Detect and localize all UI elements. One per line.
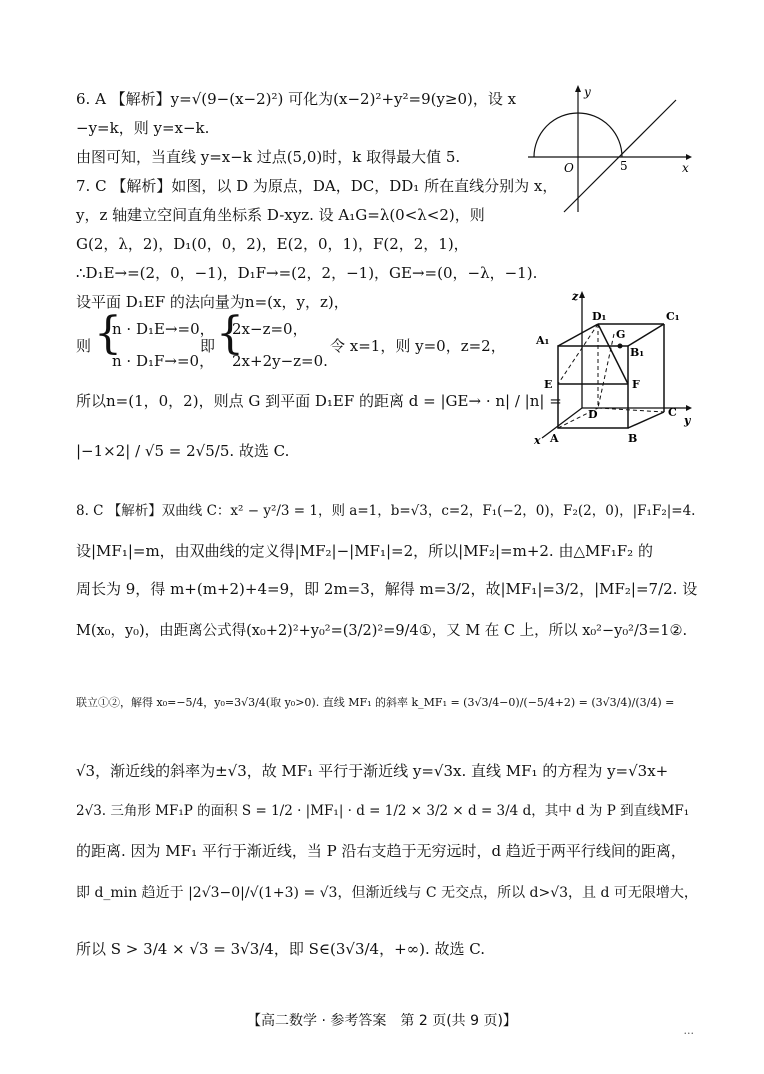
q7-line-6-mid: 即 <box>200 337 216 355</box>
q7-line-6-pre: 则 <box>76 337 92 355</box>
q8-line-4: M(x₀，y₀)，由距离公式得(x₀+2)²+y₀²=(3/2)²=9/4①，又 M 在 C 上，所以 x₀²−y₀²/3=1②. <box>76 623 688 639</box>
fig2-label-b: B <box>628 432 638 445</box>
q6-line-1: 6. A 【解析】y=√(9−(x−2)²) 可化为(x−2)²+y²=9(y≥0)，设 x <box>76 90 517 108</box>
fig2-label-e: E <box>544 378 553 391</box>
q6-line-3: 由图可知，当直线 y=x−k 过点(5,0)时，k 取得最大值 5. <box>76 148 461 166</box>
q8-line-6: √3，渐近线的斜率为±√3，故 MF₁ 平行于渐近线 y=√3x. 直线 MF₁ 的方程为 y=√3x+ <box>76 762 669 780</box>
q7-line-1: 7. C 【解析】如图，以 D 为原点，DA，DC，DD₁ 所在直线分别为 x， <box>76 177 558 195</box>
q7-system-b1: 2x−z=0， <box>232 320 308 338</box>
corner-mark: ... <box>683 1024 694 1037</box>
fig1-label-o: O <box>564 161 574 175</box>
q7-line-5: 设平面 D₁EF 的法向量为n=(x，y，z)， <box>76 293 349 311</box>
q7-line-7: 所以n=(1，0，2)，则点 G 到平面 D₁EF 的距离 d = |GE→ · n| / |n| = <box>76 392 562 410</box>
left-brace-2: { <box>216 308 244 359</box>
fig2-label-b1: B₁ <box>630 346 645 359</box>
fig1-label-y: y <box>584 85 591 99</box>
fig2-label-d1: D₁ <box>592 310 607 323</box>
q7-system-b2: 2x+2y−z=0. <box>232 352 328 370</box>
q7-system-a1: n · D₁E→=0， <box>112 320 215 338</box>
q8-line-1: 8. C 【解析】双曲线 C：x² − y²/3 = 1，则 a=1，b=√3，c=2，F₁(−2，0)，F₂(2，0)，|F₁F₂|=4. <box>76 503 696 519</box>
fig2-label-c: C <box>668 406 677 419</box>
q6-line-2: −y=k，则 y=x−k. <box>76 119 210 137</box>
fig1-label-5: 5 <box>620 159 628 173</box>
q8-line-2: 设|MF₁|=m，由双曲线的定义得|MF₂|−|MF₁|=2，所以|MF₂|=m+2. 由△MF₁F₂ 的 <box>76 542 653 560</box>
cube-figure <box>528 288 698 448</box>
q8-line-7: 2√3. 三角形 MF₁P 的面积 S = 1/2 · |MF₁| · d = 1/2 × 3/2 × d = 3/4 d，其中 d 为 P 到直线MF₁ <box>76 803 690 819</box>
fig2-label-a1: A₁ <box>536 334 550 347</box>
q7-system-a2: n · D₁F→=0， <box>112 352 215 370</box>
fig2-label-c1: C₁ <box>666 310 680 323</box>
fig1-label-x: x <box>682 161 689 175</box>
q7-line-3: G(2，λ，2)，D₁(0，0，2)，E(2，0，1)，F(2，2，1)， <box>76 235 469 253</box>
q8-line-5: 联立①②，解得 x₀=−5/4，y₀=3√3/4(取 y₀>0). 直线 MF₁ 的斜率 k_MF₁ = (3√3/4−0)/(−5/4+2) = (3√3/4)/(3/4) = <box>76 696 675 709</box>
q7-line-8: |−1×2| / √5 = 2√5/5. 故选 C. <box>76 442 290 460</box>
fig2-label-x: x <box>534 434 541 447</box>
left-brace-1: { <box>94 308 122 359</box>
fig2-label-f: F <box>632 378 640 391</box>
fig2-label-g: G <box>616 328 626 341</box>
q8-line-3: 周长为 9，得 m+(m+2)+4=9，即 2m=3，解得 m=3/2，故|MF₁|=3/2，|MF₂|=7/2. 设 <box>76 580 698 598</box>
x-axis-3d <box>542 408 582 438</box>
fig2-label-y: y <box>684 414 691 427</box>
q7-line-6-post: 令 x=1，则 y=0，z=2， <box>330 337 506 355</box>
page-footer: 【高二数学 · 参考答案 第 2 页(共 9 页)】 <box>247 1013 517 1029</box>
q8-line-10: 所以 S > 3/4 × √3 = 3√3/4，即 S∈(3√3/4，+∞). 故选 C. <box>76 940 486 958</box>
q7-line-4: ∴D₁E→=(2，0，−1)，D₁F→=(2，2，−1)，GE→=(0，−λ，−1). <box>76 264 538 282</box>
fig2-label-a: A <box>550 432 559 445</box>
q8-line-8: 的距离. 因为 MF₁ 平行于渐近线，当 P 沿右支趋于无穷远时，d 趋近于两平行线间的距离， <box>76 842 686 860</box>
q7-line-2: y，z 轴建立空间直角坐标系 D-xyz. 设 A₁G=λ(0<λ<2)，则 <box>76 206 485 224</box>
q8-line-9: 即 d_min 趋近于 |2√3−0|/√(1+3) = √3，但渐近线与 C 无交点，所以 d>√3，且 d 可无限增大， <box>76 885 698 901</box>
fig2-label-z: z <box>572 290 579 303</box>
fig2-label-d: D <box>588 408 598 421</box>
